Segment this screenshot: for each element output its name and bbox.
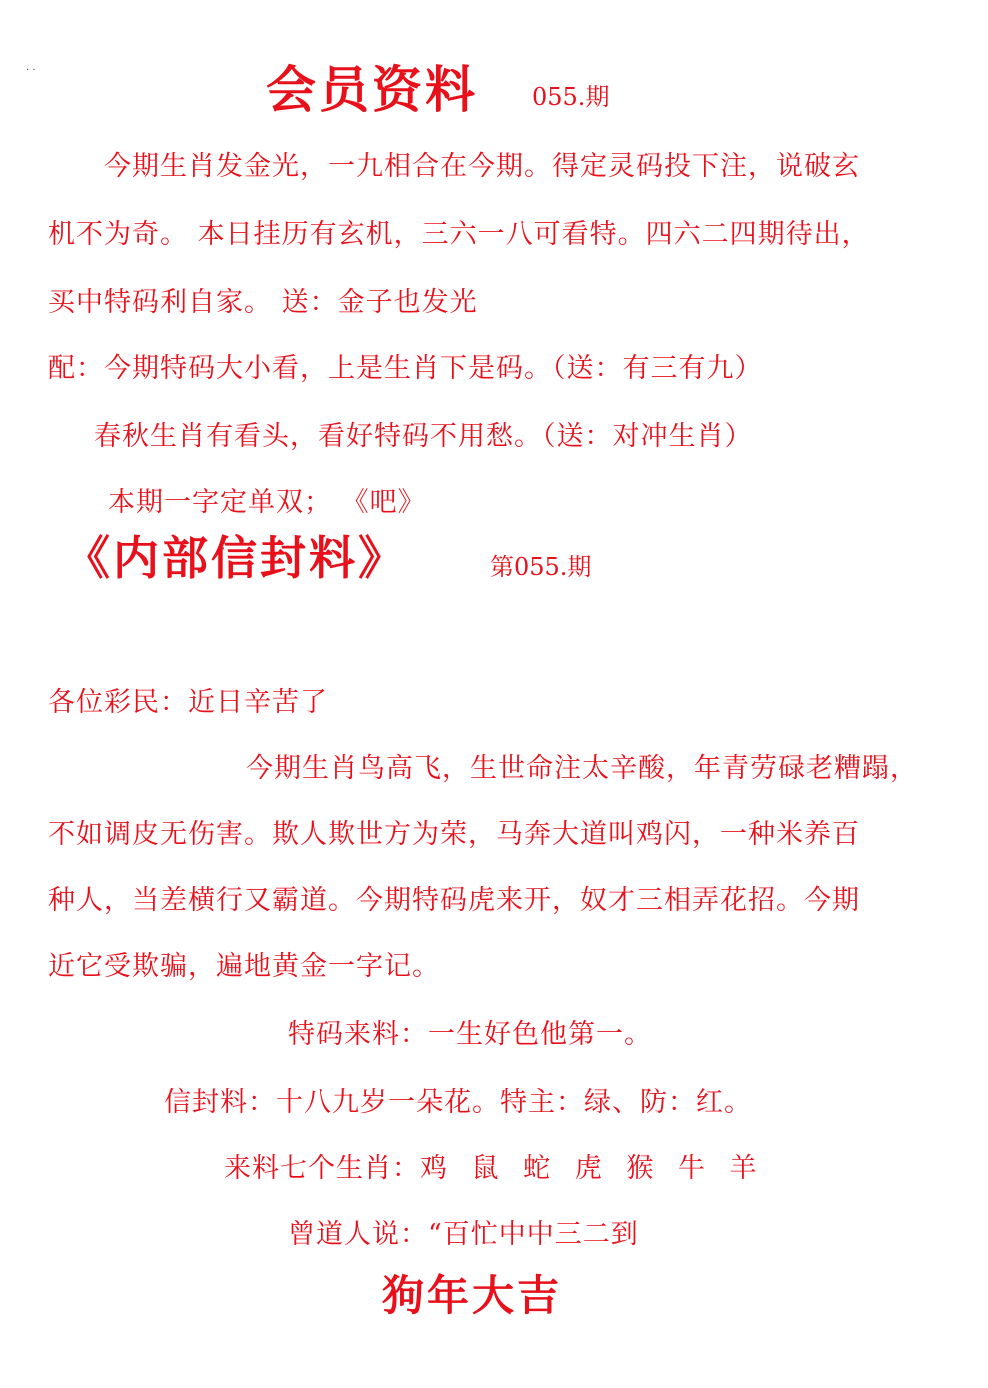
scan-dots: . . — [26, 62, 36, 73]
member-line-1: 今期生肖发金光，一九相合在今期。得定灵码投下注，说破玄 — [104, 151, 860, 182]
envelope-line-4: 近它受欺骗，遍地黄金一字记。 — [48, 951, 440, 982]
closing-blessing: 狗年大吉 — [382, 1271, 563, 1320]
member-title: 会员资料 — [266, 61, 478, 119]
envelope-title: 《内部信封料》 — [64, 531, 407, 585]
member-line-2: 机不为奇。 本日挂历有玄机，三六一八可看特。四六二四期待出， — [48, 219, 870, 250]
envelope-greeting: 各位彩民：近日辛苦了 — [48, 687, 328, 718]
seven-zodiac-line: 来料七个生肖：鸡 鼠 蛇 虎 猴 牛 羊 — [224, 1153, 758, 1184]
envelope-line-1: 今期生肖鸟高飞，生世命注太辛酸，年青劳碌老糟蹋， — [246, 753, 918, 784]
envelope-issue: 第055.期 — [490, 553, 592, 581]
member-issue: 055.期 — [532, 83, 610, 111]
member-line-3: 买中特码利自家。 送：金子也发光 — [48, 287, 478, 318]
member-line-4: 配：今期特码大小看，上是生肖下是码。（送：有三有九） — [48, 353, 763, 384]
member-line-6: 本期一字定单双； 《吧》 — [108, 487, 426, 518]
envelope-line-2: 不如调皮无伤害。欺人欺世方为荣，马奔大道叫鸡闪，一种米养百 — [48, 819, 860, 850]
saying-line: 曾道人说：“百忙中中三二到 — [288, 1219, 639, 1250]
envelope-line-3: 种人，当差横行又霸道。今期特码虎来开，奴才三相弄花招。今期 — [48, 885, 860, 916]
special-code-line: 特码来料：一生好色他第一。 — [288, 1019, 652, 1050]
envelope-material-line: 信封料：十八九岁一朵花。特主：绿、防：红。 — [164, 1087, 752, 1118]
member-line-5: 春秋生肖有看头，看好特码不用愁。（送：对冲生肖） — [94, 421, 753, 452]
